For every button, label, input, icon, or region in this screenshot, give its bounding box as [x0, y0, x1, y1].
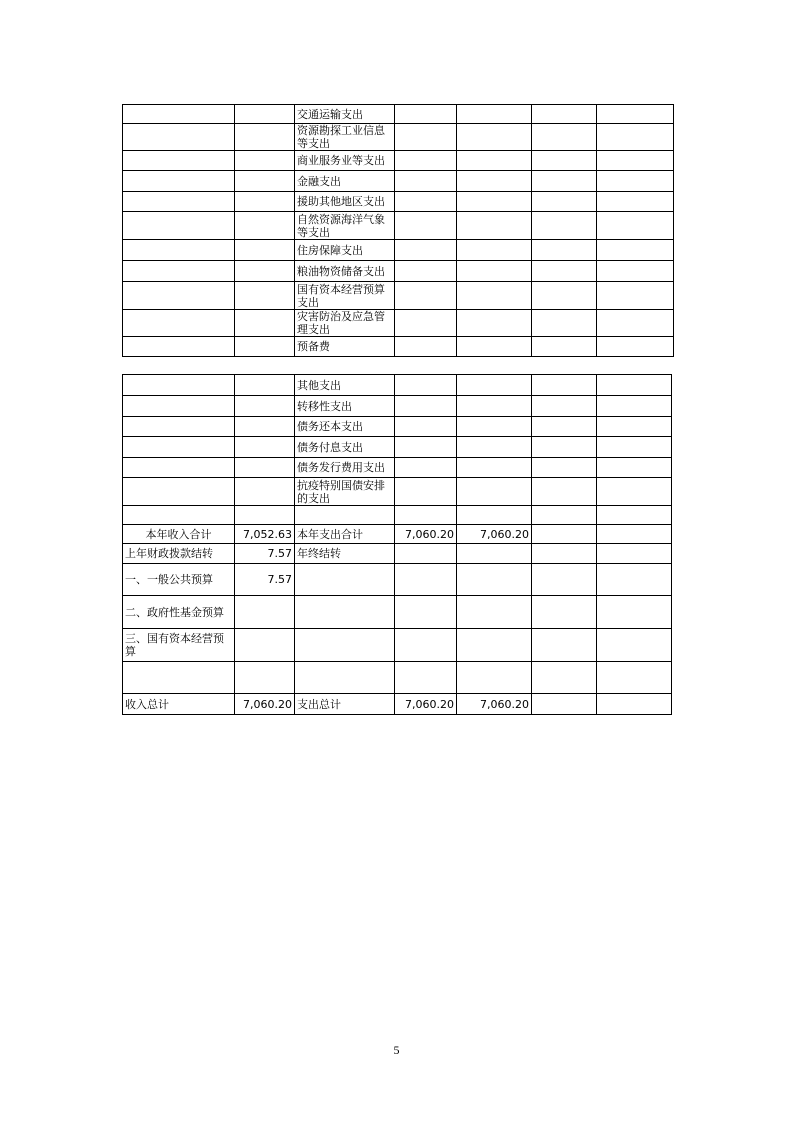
- cell: [457, 171, 532, 192]
- table-row: [123, 151, 674, 171]
- cell: [457, 396, 532, 417]
- cell: [532, 458, 597, 478]
- gov-fund-label: 二、政府性基金预算: [123, 596, 235, 629]
- cell: [235, 437, 295, 458]
- table-row: [123, 437, 672, 458]
- cell: [123, 212, 235, 240]
- cell: [597, 310, 674, 337]
- cell: [457, 458, 532, 478]
- expense-item-label: 资源勘探工业信息等支出: [295, 124, 395, 151]
- cell: [532, 124, 597, 151]
- cell: [457, 282, 532, 310]
- state-capital-label: 三、国有资本经营预算: [123, 629, 235, 662]
- cell: [597, 629, 672, 662]
- cell: [235, 124, 295, 151]
- table-row: [123, 171, 674, 192]
- grand-expense-value: 7,060.20: [395, 694, 457, 715]
- expense-item-label: 国有资本经营预算支出: [295, 282, 395, 310]
- cell: [295, 629, 395, 662]
- cell: [532, 437, 597, 458]
- expense-item-label: 抗疫特别国债安排的支出: [295, 478, 395, 506]
- cell: [395, 151, 457, 171]
- cell: [235, 310, 295, 337]
- cell: [123, 375, 235, 396]
- cell: [395, 396, 457, 417]
- cell: [235, 396, 295, 417]
- expense-item-label: 债务付息支出: [295, 437, 395, 458]
- expense-item-label: 住房保障支出: [295, 240, 395, 261]
- cell: [235, 337, 295, 357]
- cell: [235, 261, 295, 282]
- cell: [457, 337, 532, 357]
- cell: [235, 192, 295, 212]
- cell: [532, 240, 597, 261]
- cell: [457, 629, 532, 662]
- cell: [395, 564, 457, 596]
- cell: [597, 375, 672, 396]
- expense-item-label: 灾害防治及应急管理支出: [295, 310, 395, 337]
- cell: [235, 629, 295, 662]
- cell: [457, 261, 532, 282]
- cell: [532, 544, 597, 564]
- cell: [532, 192, 597, 212]
- table-row: [123, 124, 674, 151]
- cell: [123, 337, 235, 357]
- cell: [532, 261, 597, 282]
- cell: [597, 261, 674, 282]
- grand-expense-value-2: 7,060.20: [457, 694, 532, 715]
- cell: [532, 525, 597, 544]
- cell: [235, 171, 295, 192]
- cell: [235, 105, 295, 124]
- cell: [235, 212, 295, 240]
- cell: [123, 171, 235, 192]
- expense-item-label: 债务发行费用支出: [295, 458, 395, 478]
- cell: [532, 396, 597, 417]
- gov-fund-row: [123, 596, 672, 629]
- cell: [123, 151, 235, 171]
- cell: [457, 105, 532, 124]
- cell: [597, 437, 672, 458]
- cell: [457, 437, 532, 458]
- cell: [123, 261, 235, 282]
- grand-income-value: 7,060.20: [235, 694, 295, 715]
- cell: [457, 544, 532, 564]
- cell: [532, 629, 597, 662]
- table-row: [123, 506, 672, 525]
- cell: [395, 124, 457, 151]
- expense-item-label: 转移性支出: [295, 396, 395, 417]
- cell: [235, 282, 295, 310]
- cell: [395, 375, 457, 396]
- general-budget-row: [123, 564, 672, 596]
- page-number: 5: [393, 1043, 400, 1057]
- cell: [457, 240, 532, 261]
- cell: [123, 192, 235, 212]
- cell: [597, 596, 672, 629]
- cell: [597, 337, 674, 357]
- cell: [597, 124, 674, 151]
- cell: [597, 478, 672, 506]
- cell: [532, 694, 597, 715]
- cell: [532, 506, 597, 525]
- cell: [532, 310, 597, 337]
- cell: [532, 212, 597, 240]
- cell: [235, 662, 295, 694]
- cell: [123, 282, 235, 310]
- state-capital-row: [123, 629, 672, 662]
- cell: [395, 629, 457, 662]
- cell: [395, 171, 457, 192]
- cell: [597, 544, 672, 564]
- cell: [597, 212, 674, 240]
- cell: [395, 662, 457, 694]
- income-total-value: 7,052.63: [235, 525, 295, 544]
- cell: [597, 525, 672, 544]
- cell: [597, 240, 674, 261]
- cell: [457, 151, 532, 171]
- cell: [395, 506, 457, 525]
- cell: [295, 662, 395, 694]
- grand-income-label: 收入总计: [123, 694, 235, 715]
- expense-item-label: [295, 506, 395, 525]
- cell: [532, 282, 597, 310]
- table-row: [123, 282, 674, 310]
- cell: [123, 437, 235, 458]
- cell: [395, 544, 457, 564]
- year-end-label: 年终结转: [295, 544, 395, 564]
- cell: [457, 662, 532, 694]
- cell: [597, 151, 674, 171]
- cell: [597, 506, 672, 525]
- income-total-row: [123, 525, 672, 544]
- cell: [395, 105, 457, 124]
- cell: [457, 564, 532, 596]
- cell: [597, 171, 674, 192]
- cell: [395, 192, 457, 212]
- cell: [597, 694, 672, 715]
- cell: [123, 506, 235, 525]
- cell: [235, 458, 295, 478]
- cell: [532, 171, 597, 192]
- general-budget-label: 一、一般公共预算: [123, 564, 235, 596]
- expense-item-label: 其他支出: [295, 375, 395, 396]
- blank-row: [123, 662, 672, 694]
- cell: [123, 124, 235, 151]
- carryover-label: 上年财政拨款结转: [123, 544, 235, 564]
- expense-item-label: 自然资源海洋气象等支出: [295, 212, 395, 240]
- table-row: [123, 478, 672, 506]
- expense-item-label: 债务还本支出: [295, 417, 395, 437]
- expense-item-label: 粮油物资储备支出: [295, 261, 395, 282]
- cell: [457, 310, 532, 337]
- cell: [597, 396, 672, 417]
- expense-table-bottom: [122, 374, 672, 715]
- cell: [457, 192, 532, 212]
- table-row: [123, 310, 674, 337]
- cell: [532, 564, 597, 596]
- cell: [395, 478, 457, 506]
- cell: [123, 478, 235, 506]
- cell: [597, 662, 672, 694]
- cell: [395, 240, 457, 261]
- cell: [235, 375, 295, 396]
- table-row: [123, 375, 672, 396]
- expense-item-label: 金融支出: [295, 171, 395, 192]
- general-budget-value: 7.57: [235, 564, 295, 596]
- cell: [123, 458, 235, 478]
- cell: [395, 596, 457, 629]
- table-row: [123, 192, 674, 212]
- cell: [395, 212, 457, 240]
- expense-item-label: 商业服务业等支出: [295, 151, 395, 171]
- cell: [235, 151, 295, 171]
- cell: [123, 105, 235, 124]
- cell: [395, 437, 457, 458]
- cell: [235, 240, 295, 261]
- cell: [395, 261, 457, 282]
- cell: [457, 478, 532, 506]
- expense-total-label: 本年支出合计: [295, 525, 395, 544]
- cell: [235, 596, 295, 629]
- cell: [597, 282, 674, 310]
- cell: [235, 506, 295, 525]
- expense-total-value: 7,060.20: [395, 525, 457, 544]
- cell: [532, 596, 597, 629]
- cell: [532, 375, 597, 396]
- cell: [457, 506, 532, 525]
- cell: [395, 337, 457, 357]
- cell: [395, 417, 457, 437]
- grand-expense-label: 支出总计: [295, 694, 395, 715]
- cell: [123, 662, 235, 694]
- cell: [457, 212, 532, 240]
- table-row: [123, 337, 674, 357]
- cell: [395, 458, 457, 478]
- cell: [395, 310, 457, 337]
- cell: [457, 375, 532, 396]
- cell: [532, 337, 597, 357]
- expense-item-label: 预备费: [295, 337, 395, 357]
- table-row: [123, 417, 672, 437]
- carryover-value: 7.57: [235, 544, 295, 564]
- expense-item-label: 援助其他地区支出: [295, 192, 395, 212]
- cell: [295, 564, 395, 596]
- cell: [532, 662, 597, 694]
- table-row: [123, 458, 672, 478]
- table-row: [123, 261, 674, 282]
- expense-table-top: [122, 104, 674, 357]
- cell: [532, 151, 597, 171]
- cell: [123, 310, 235, 337]
- cell: [123, 240, 235, 261]
- cell: [597, 417, 672, 437]
- cell: [235, 478, 295, 506]
- cell: [597, 192, 674, 212]
- table-row: [123, 396, 672, 417]
- table-row: [123, 105, 674, 124]
- cell: [457, 417, 532, 437]
- cell: [597, 564, 672, 596]
- expense-total-value-2: 7,060.20: [457, 525, 532, 544]
- carryover-row: [123, 544, 672, 564]
- income-total-label: 本年收入合计: [123, 525, 235, 544]
- cell: [457, 124, 532, 151]
- cell: [532, 417, 597, 437]
- cell: [123, 396, 235, 417]
- cell: [123, 417, 235, 437]
- cell: [597, 458, 672, 478]
- table-row: [123, 212, 674, 240]
- cell: [395, 282, 457, 310]
- cell: [235, 417, 295, 437]
- expense-item-label: 交通运输支出: [295, 105, 395, 124]
- cell: [532, 478, 597, 506]
- cell: [295, 596, 395, 629]
- cell: [597, 105, 674, 124]
- cell: [532, 105, 597, 124]
- table-row: [123, 240, 674, 261]
- cell: [457, 596, 532, 629]
- grand-total-row: [123, 694, 672, 715]
